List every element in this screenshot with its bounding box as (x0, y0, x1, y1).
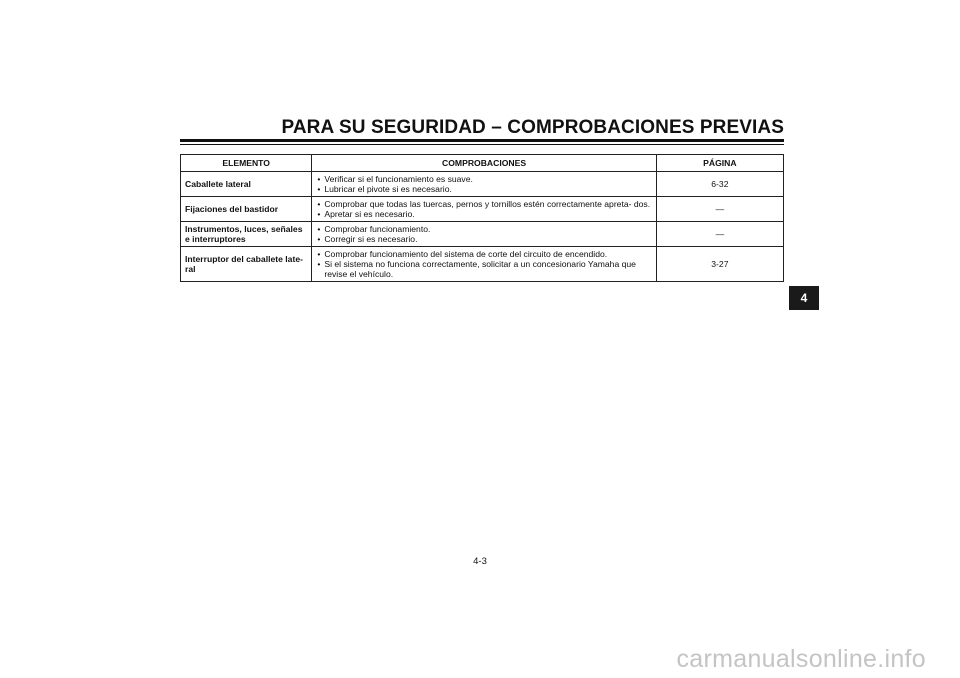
checks-cell (312, 172, 656, 197)
check-bullet: • Lubricar el pivote si es necesario. (316, 184, 651, 194)
item-cell: Fijaciones del bastidor (181, 197, 312, 222)
chapter-tab: 4 (789, 286, 819, 310)
table-row (181, 222, 784, 247)
column-header-checks: COMPROBACIONES (312, 155, 656, 172)
check-bullet: • Comprobar funcionamiento del sistema de corte del circuito de encendido. (316, 249, 651, 259)
table-row (181, 197, 784, 222)
check-bullet: • Corregir si es necesario. (316, 234, 651, 244)
check-bullet: • Comprobar funcionamiento. (316, 224, 651, 234)
watermark: carmanualsonline.info (676, 645, 926, 673)
item-cell: Interruptor del caballete late- ral (181, 247, 312, 282)
table-header-row (181, 155, 784, 172)
page-ref-cell: 6-32 (656, 172, 783, 197)
check-bullet: • Comprobar que todas las tuercas, pernos y tornillos estén correctamente apreta- dos. (316, 199, 651, 209)
page-ref-cell: — (656, 222, 783, 247)
column-header-item: ELEMENTO (181, 155, 312, 172)
check-bullet: • Si el sistema no funciona correctamente, solicitar a un concesionario Yamaha que revise el vehículo. (316, 259, 651, 279)
check-bullet: • Apretar si es necesario. (316, 209, 651, 219)
page-title: PARA SU SEGURIDAD – COMPROBACIONES PREVIAS (281, 117, 784, 138)
table-row (181, 247, 784, 282)
title-rule-thin (180, 144, 784, 145)
page-ref-cell: — (656, 197, 783, 222)
item-cell: Caballete lateral (181, 172, 312, 197)
pre-operation-checks-table (180, 154, 784, 282)
title-rule-thick (180, 139, 784, 142)
page-ref-cell: 3-27 (656, 247, 783, 282)
checks-cell (312, 222, 656, 247)
check-bullet: • Verificar si el funcionamiento es suave. (316, 174, 651, 184)
checks-cell (312, 247, 656, 282)
column-header-page: PÁGINA (656, 155, 783, 172)
page-number: 4-3 (473, 556, 487, 567)
item-cell: Instrumentos, luces, señales e interruptores (181, 222, 312, 247)
checks-cell (312, 197, 656, 222)
table-row (181, 172, 784, 197)
